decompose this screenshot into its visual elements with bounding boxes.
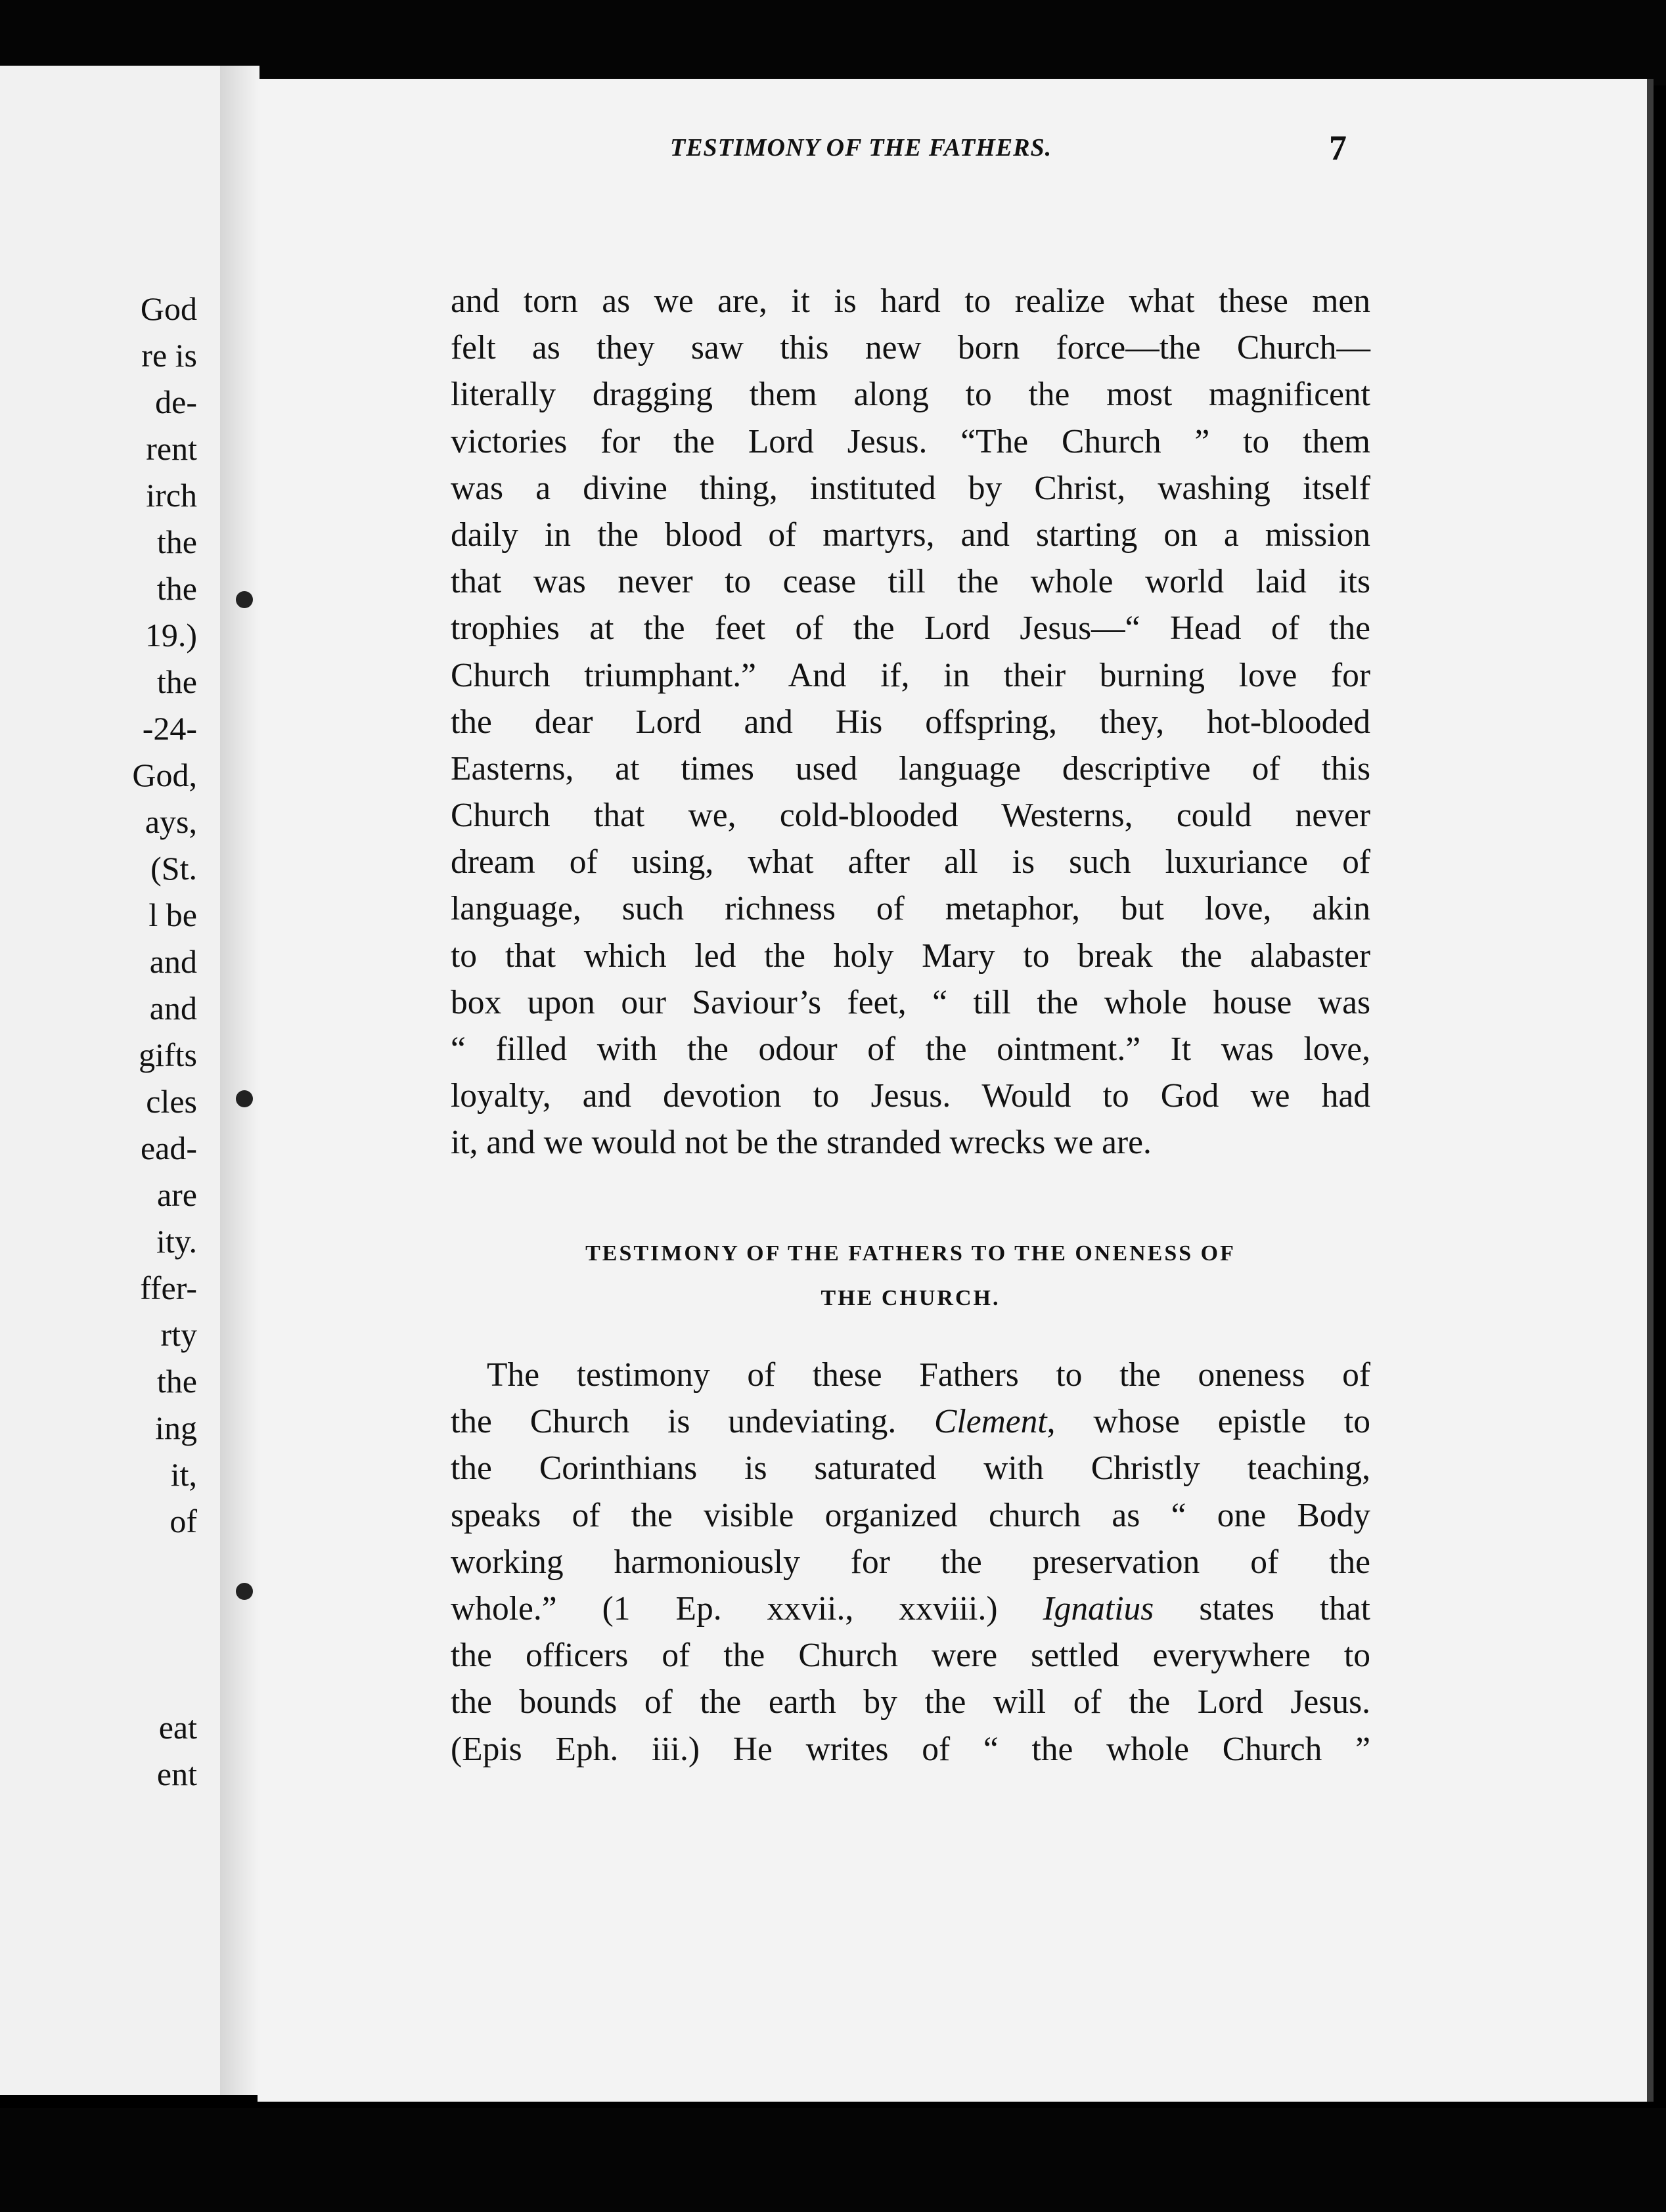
left-page-line-fragment: -24-: [142, 710, 197, 747]
left-page-line-fragment: 19.): [145, 617, 197, 653]
left-page-line-fragment: rty: [160, 1316, 197, 1353]
left-page-line-fragment: the: [156, 1363, 197, 1400]
text-run: the Church is undeviating.: [451, 1403, 935, 1441]
book-gutter: [220, 66, 259, 2095]
paragraph-1-line: trophies at the feet of the Lord Jesus—“ Head of the: [451, 609, 1370, 648]
paragraph-2-line: The testimony of these Fathers to the oneness of: [487, 1356, 1370, 1394]
running-head: [407, 125, 1347, 171]
left-page-line-fragment: God,: [132, 757, 197, 793]
left-page-text-fragments: [0, 286, 223, 1545]
paragraph-1-line: felt as they saw this new born force—the Church—: [451, 329, 1370, 367]
left-page-line-fragment: ead-: [140, 1130, 197, 1166]
left-page-line-fragment: ent: [156, 1756, 197, 1792]
left-facing-page: [0, 66, 227, 2095]
left-page-line-fragment: the: [156, 570, 197, 607]
author-name-ignatius: Ignatius: [1043, 1589, 1154, 1627]
left-page-text-fragments-bottom: [0, 1704, 223, 1798]
left-page-line-fragment: irch: [146, 477, 197, 514]
left-page-line-fragment: God: [140, 290, 197, 327]
left-page-line-fragment: eat: [158, 1709, 197, 1746]
binding-stitch-icon: [236, 1583, 253, 1600]
left-page-line-fragment: of: [169, 1503, 197, 1539]
paragraph-1: [451, 278, 1370, 1166]
paragraph-1-line: Church triumphant.” And if, in their burning love for: [451, 656, 1370, 694]
paragraph-1-line: Church that we, cold-blooded Westerns, could never: [451, 797, 1370, 835]
left-page-line-fragment: de-: [155, 384, 197, 420]
text-run: , whose epistle to: [1047, 1403, 1370, 1441]
paragraph-1-line: was a divine thing, instituted by Christ, washing itself: [451, 469, 1370, 507]
section-heading-line-1: TESTIMONY OF THE FATHERS TO THE ONENESS OF: [585, 1241, 1236, 1266]
left-page-line-fragment: and: [149, 990, 197, 1027]
left-page-line-fragment: (St.: [150, 850, 197, 887]
section-heading-line-2: THE CHURCH.: [821, 1286, 1001, 1310]
paragraph-2-line: (Epis Eph. iii.) He writes of “ the whole Church ”: [451, 1730, 1370, 1768]
page-number: 7: [1329, 128, 1347, 167]
paragraph-1-line: that was never to cease till the whole world laid its: [451, 563, 1370, 601]
left-page-line-fragment: and: [149, 943, 197, 980]
section-heading: [451, 1231, 1370, 1321]
left-page-line-fragment: re is: [141, 337, 197, 374]
left-page-line-fragment: ity.: [156, 1223, 197, 1260]
paragraph-2-line: the Corinthians is saturated with Christly teaching,: [451, 1449, 1370, 1488]
text-run: states that: [1154, 1589, 1370, 1627]
paragraph-1-line: victories for the Lord Jesus. “The Church ” to them: [451, 422, 1370, 460]
paragraph-1-line: to that which led the holy Mary to break the alabaster: [451, 937, 1370, 975]
paragraph-1-line: daily in the blood of martyrs, and starting on a mission: [451, 516, 1370, 554]
left-page-line-fragment: l be: [148, 896, 197, 933]
paragraph-1-line: box upon our Saviour’s feet, “ till the whole house was: [451, 983, 1370, 1021]
left-page-line-fragment: rent: [146, 430, 197, 467]
left-page-line-fragment: cles: [146, 1083, 197, 1120]
paragraph-1-line: Easterns, at times used language descriptive of this: [451, 749, 1370, 787]
left-page-line-fragment: are: [156, 1176, 197, 1213]
paragraph-1-line: dream of using, what after all is such luxuriance of: [451, 843, 1370, 881]
paragraph-2: [451, 1352, 1370, 1773]
binding-stitch-icon: [236, 591, 253, 608]
running-head-title: TESTIMONY OF THE FATHERS.: [670, 134, 1052, 162]
paragraph-2-line: [451, 1398, 1370, 1445]
paragraph-1-line: loyalty, and devotion to Jesus. Would to God we had: [451, 1077, 1370, 1115]
left-page-line-fragment: ffer-: [140, 1270, 197, 1306]
paragraph-2-line: speaks of the visible organized church as “ one Body: [451, 1496, 1370, 1534]
scan-bottom-border: [0, 2108, 1666, 2212]
paragraph-1-line: it, and we would not be the stranded wrecks we are.: [451, 1124, 1152, 1162]
paragraph-2-line: the officers of the Church were settled everywhere to: [451, 1637, 1370, 1675]
left-page-line-fragment: the: [156, 663, 197, 700]
left-page-line-fragment: ing: [155, 1409, 197, 1446]
paragraph-2-line: the bounds of the earth by the will of the Lord Jesus.: [451, 1683, 1370, 1721]
left-page-line-fragment: ays,: [145, 803, 197, 840]
author-name-clement: Clement: [934, 1403, 1047, 1441]
paragraph-2-line: working harmoniously for the preservation of the: [451, 1543, 1370, 1581]
paragraph-1-line: “ filled with the odour of the ointment.” It was love,: [451, 1030, 1370, 1068]
paragraph-2-line: [451, 1585, 1370, 1632]
left-page-line-fragment: it,: [170, 1456, 197, 1493]
paragraph-1-line: language, such richness of metaphor, but love, akin: [451, 890, 1370, 928]
left-page-line-fragment: the: [156, 523, 197, 560]
text-run: whole.” (1 Ep. xxvii., xxviii.): [451, 1589, 1043, 1627]
paragraph-1-line: and torn as we are, it is hard to realize what these men: [451, 282, 1370, 320]
binding-stitch-icon: [236, 1090, 253, 1107]
left-page-line-fragment: gifts: [139, 1036, 197, 1073]
paragraph-1-line: literally dragging them along to the most magnificent: [451, 376, 1370, 414]
paragraph-1-line: the dear Lord and His offspring, they, hot-blooded: [451, 703, 1370, 741]
